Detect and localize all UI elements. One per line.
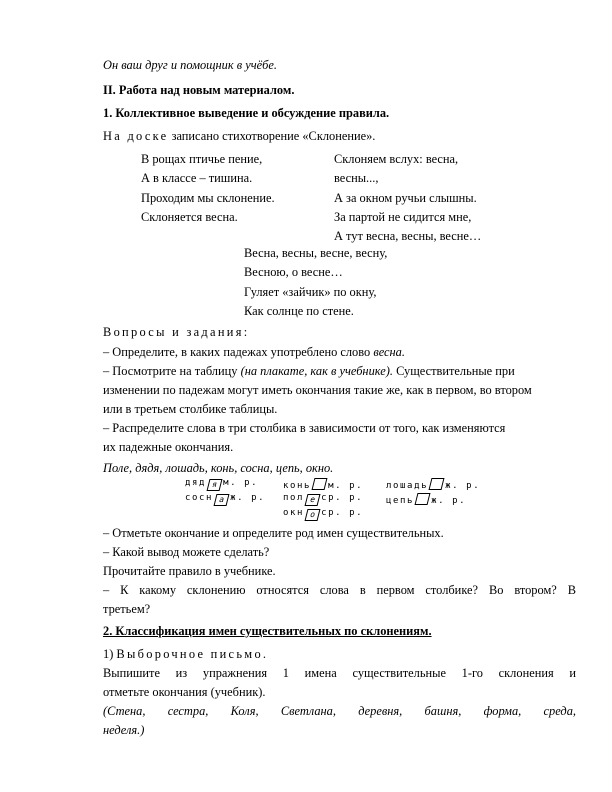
- example-stem: дяд: [185, 478, 207, 488]
- board-sentence: [103, 129, 375, 145]
- ending-box: [415, 493, 431, 505]
- task-1-line-2: отметьте окончания (учебник).: [103, 685, 266, 699]
- ending-box: а: [214, 494, 230, 506]
- poem-right-column: [334, 152, 481, 248]
- question-2-line-3: или в третьем столбике таблицы.: [103, 402, 278, 416]
- example-stem: окн: [283, 508, 305, 518]
- question-4: – Отметьте окончание и определите род имен существительных.: [103, 526, 444, 540]
- example-gender: м. р.: [223, 478, 259, 488]
- poem-line: А тут весна, весны, весне…: [334, 229, 482, 244]
- example-stem: пол: [283, 493, 305, 503]
- poem-line: Склоняется весна.: [141, 209, 238, 224]
- question-2-text: – Посмотрите на таблицу: [103, 364, 241, 378]
- poem-line: А за окном ручьи слышны.: [334, 190, 477, 205]
- example-item: [386, 478, 480, 492]
- task-1-heading: [103, 647, 268, 663]
- subsection-1-title: 1. Коллективное выведение и обсуждение правила.: [103, 106, 390, 120]
- example-gender: ж. р.: [431, 496, 467, 506]
- example-item: [185, 493, 265, 506]
- poem-left-column: [141, 152, 275, 229]
- question-2-line-2: изменении по падежам могут иметь окончания такие же, как в первом, во втором: [103, 383, 532, 397]
- ending-box: о: [305, 509, 321, 521]
- poem-line: весны...,: [334, 171, 379, 186]
- word-list: Поле, дядя, лошадь, конь, сосна, цепь, окно.: [103, 461, 334, 475]
- poem-line: Как солнце по стене.: [244, 303, 354, 318]
- question-3-line-1: – Распределите слова в три столбика в зависимости от того, как изменяются: [103, 421, 506, 435]
- example-gender: м. р.: [328, 481, 364, 491]
- poem-line: Склоняем вслух: весна,: [334, 152, 459, 166]
- poem-line: А в классе – тишина.: [141, 171, 253, 186]
- example-gender: ж. р.: [445, 481, 481, 491]
- poem-line: Гуляет «зайчик» по окну,: [244, 284, 377, 299]
- example-item: [283, 493, 363, 506]
- example-stem: цепь: [386, 496, 415, 506]
- subsection-2-title: 2. Классификация имен существительных по склонениям.: [103, 624, 432, 638]
- ending-box: [429, 478, 445, 490]
- question-1-word: весна.: [373, 345, 405, 359]
- question-2-note: (на плакате, как в учебнике).: [240, 364, 393, 378]
- task-1-number: 1): [103, 647, 117, 661]
- example-gender: ср. р.: [321, 508, 364, 518]
- example-stem: лошадь: [386, 481, 429, 491]
- board-prefix: На доске: [103, 129, 169, 143]
- ending-box: [312, 478, 328, 490]
- poem-line: Весна, весны, весне, весну,: [244, 246, 388, 260]
- poem-line: Весною, о весне…: [244, 265, 343, 280]
- question-2-line-1: [103, 364, 515, 380]
- example-item: [283, 478, 363, 492]
- questions-title: Вопросы и задания:: [103, 325, 250, 339]
- example-item: [386, 493, 466, 507]
- question-6: Прочитайте правило в учебнике.: [103, 564, 276, 578]
- example-stem: сосн: [185, 493, 214, 503]
- question-7-line-1: – К какому склонению относятся слова в первом столбике? Во втором? В: [103, 583, 576, 597]
- example-item: [283, 508, 363, 521]
- question-5: – Какой вывод можете сделать?: [103, 545, 270, 559]
- task-1-title: Выборочное письмо.: [116, 647, 269, 661]
- example-gender: ср. р.: [321, 493, 364, 503]
- poem-line: В рощах птичье пение,: [141, 152, 263, 166]
- example-gender: ж. р.: [230, 493, 266, 503]
- task-1-words-line-2: неделя.): [103, 723, 145, 737]
- question-7-line-2: третьем?: [103, 602, 151, 616]
- question-2-rest: Существительные при: [392, 364, 515, 378]
- question-3-line-2: их падежные окончания.: [103, 440, 234, 454]
- intro-line: Он ваш друг и помощник в учёбе.: [103, 58, 277, 72]
- poem-line: За партой не сидится мне,: [334, 209, 472, 224]
- poem-bottom-stanza: [244, 246, 387, 323]
- question-1-text: – Определите, в каких падежах употреблено слово: [103, 345, 374, 359]
- example-item: [185, 478, 258, 491]
- ending-box: я: [207, 479, 223, 491]
- section-2-title: II. Работа над новым материалом.: [103, 83, 295, 97]
- task-1-words-line-1: (Стена, сестра, Коля, Светлана, деревня, башня, форма, среда,: [103, 704, 576, 718]
- task-1-line-1: Выпишите из упражнения 1 имена существительные 1-го склонения и: [103, 666, 576, 680]
- ending-box: е: [305, 494, 321, 506]
- question-1: [103, 345, 405, 361]
- poem-line: Проходим мы склонение.: [141, 190, 275, 205]
- board-text: записано стихотворение «Склонение».: [168, 129, 376, 143]
- example-stem: конь: [283, 481, 312, 491]
